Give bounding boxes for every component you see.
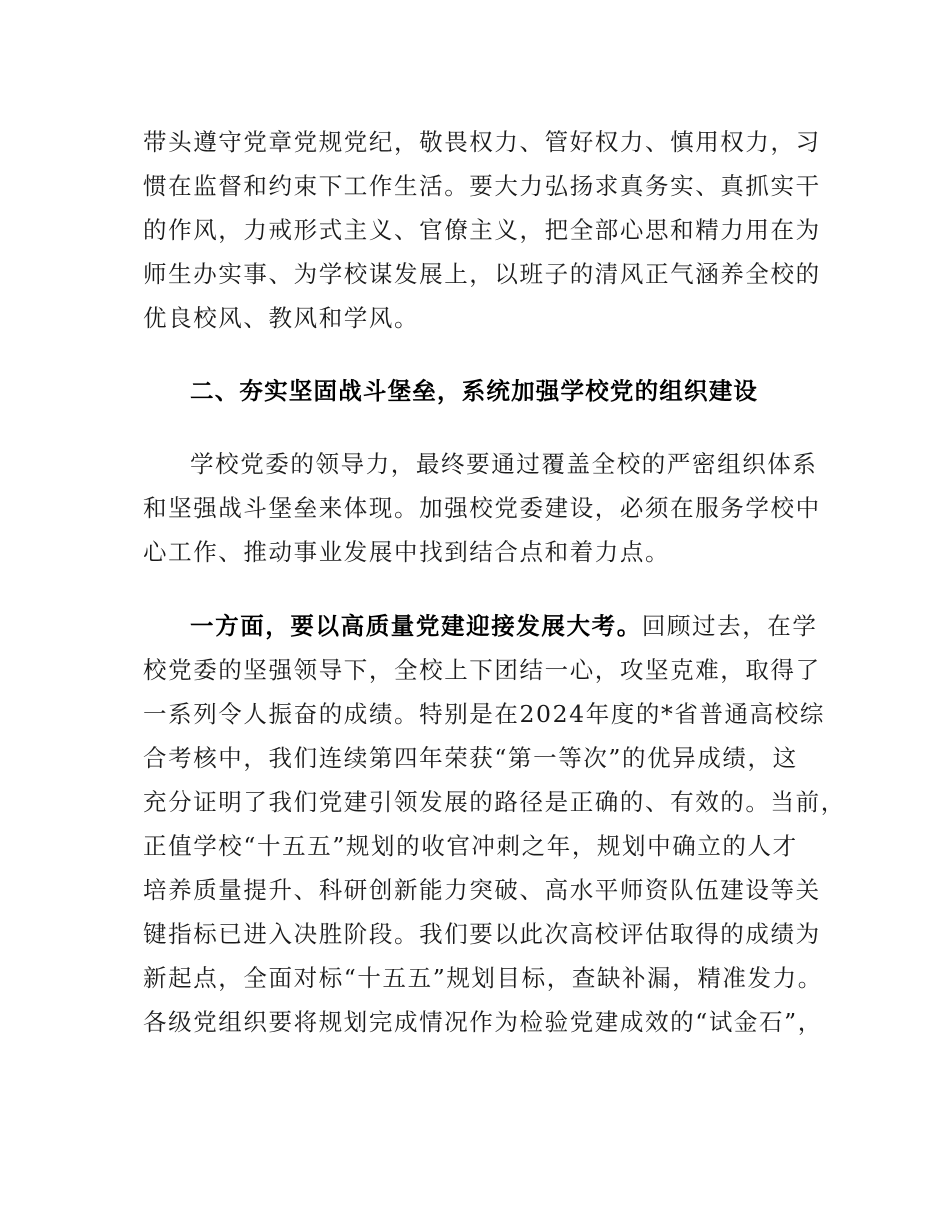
text-line: 各级党组织要将规划完成情况作为检验党建成效的“试金石”， xyxy=(143,1008,823,1036)
text-line: 优良校风、教风和学风。 xyxy=(143,304,420,332)
text-line: 合考核中，我们连续第四年荣获“第一等次”的优异成绩，这 xyxy=(143,744,798,772)
text-line: 心工作、推动事业发展中找到结合点和着力点。 xyxy=(143,538,671,566)
text-line xyxy=(190,611,870,641)
text-line: 新起点，全面对标“十五五”规划目标，查缺补漏，精准发力。 xyxy=(143,964,823,992)
text-line: 一系列令人振奋的成绩。特别是在2024年度的*省普通高校综 xyxy=(143,700,825,728)
text-line: 校党委的坚强领导下，全校上下团结一心，攻坚克难，取得了 xyxy=(143,656,821,684)
text-line: 师生办实事、为学校谋发展上，以班子的清风正气涵养全校的 xyxy=(143,260,821,288)
text-line: 带头遵守党章党规党纪，敬畏权力、管好权力、慎用权力，习 xyxy=(143,128,821,156)
text-line: 充分证明了我们党建引领发展的路径是正确的、有效的。当前， xyxy=(143,788,846,816)
text-line: 学校党委的领导力，最终要通过覆盖全校的严密组织体系 xyxy=(190,450,818,478)
text-line: 键指标已进入决胜阶段。我们要以此次高校评估取得的成绩为 xyxy=(143,920,821,948)
paragraph-lead-bold: 一方面，要以高质量党建迎接发展大考。 xyxy=(190,612,642,640)
text-line: 的作风，力戒形式主义、官僚主义，把全部心思和精力用在为 xyxy=(143,216,821,244)
text-line: 正值学校“十五五”规划的收官冲刺之年，规划中确立的人才 xyxy=(143,832,798,860)
paragraph-lead-rest: 回顾过去，在学 xyxy=(641,612,818,640)
text-line: 惯在监督和约束下工作生活。要大力弘扬求真务实、真抓实干 xyxy=(143,172,821,200)
text-line: 和坚强战斗堡垒来体现。加强校党委建设，必须在服务学校中 xyxy=(143,494,821,522)
text-line: 培养质量提升、科研创新能力突破、高水平师资队伍建设等关 xyxy=(143,876,821,904)
section-heading: 二、夯实坚固战斗堡垒，系统加强学校党的组织建设 xyxy=(190,377,759,405)
